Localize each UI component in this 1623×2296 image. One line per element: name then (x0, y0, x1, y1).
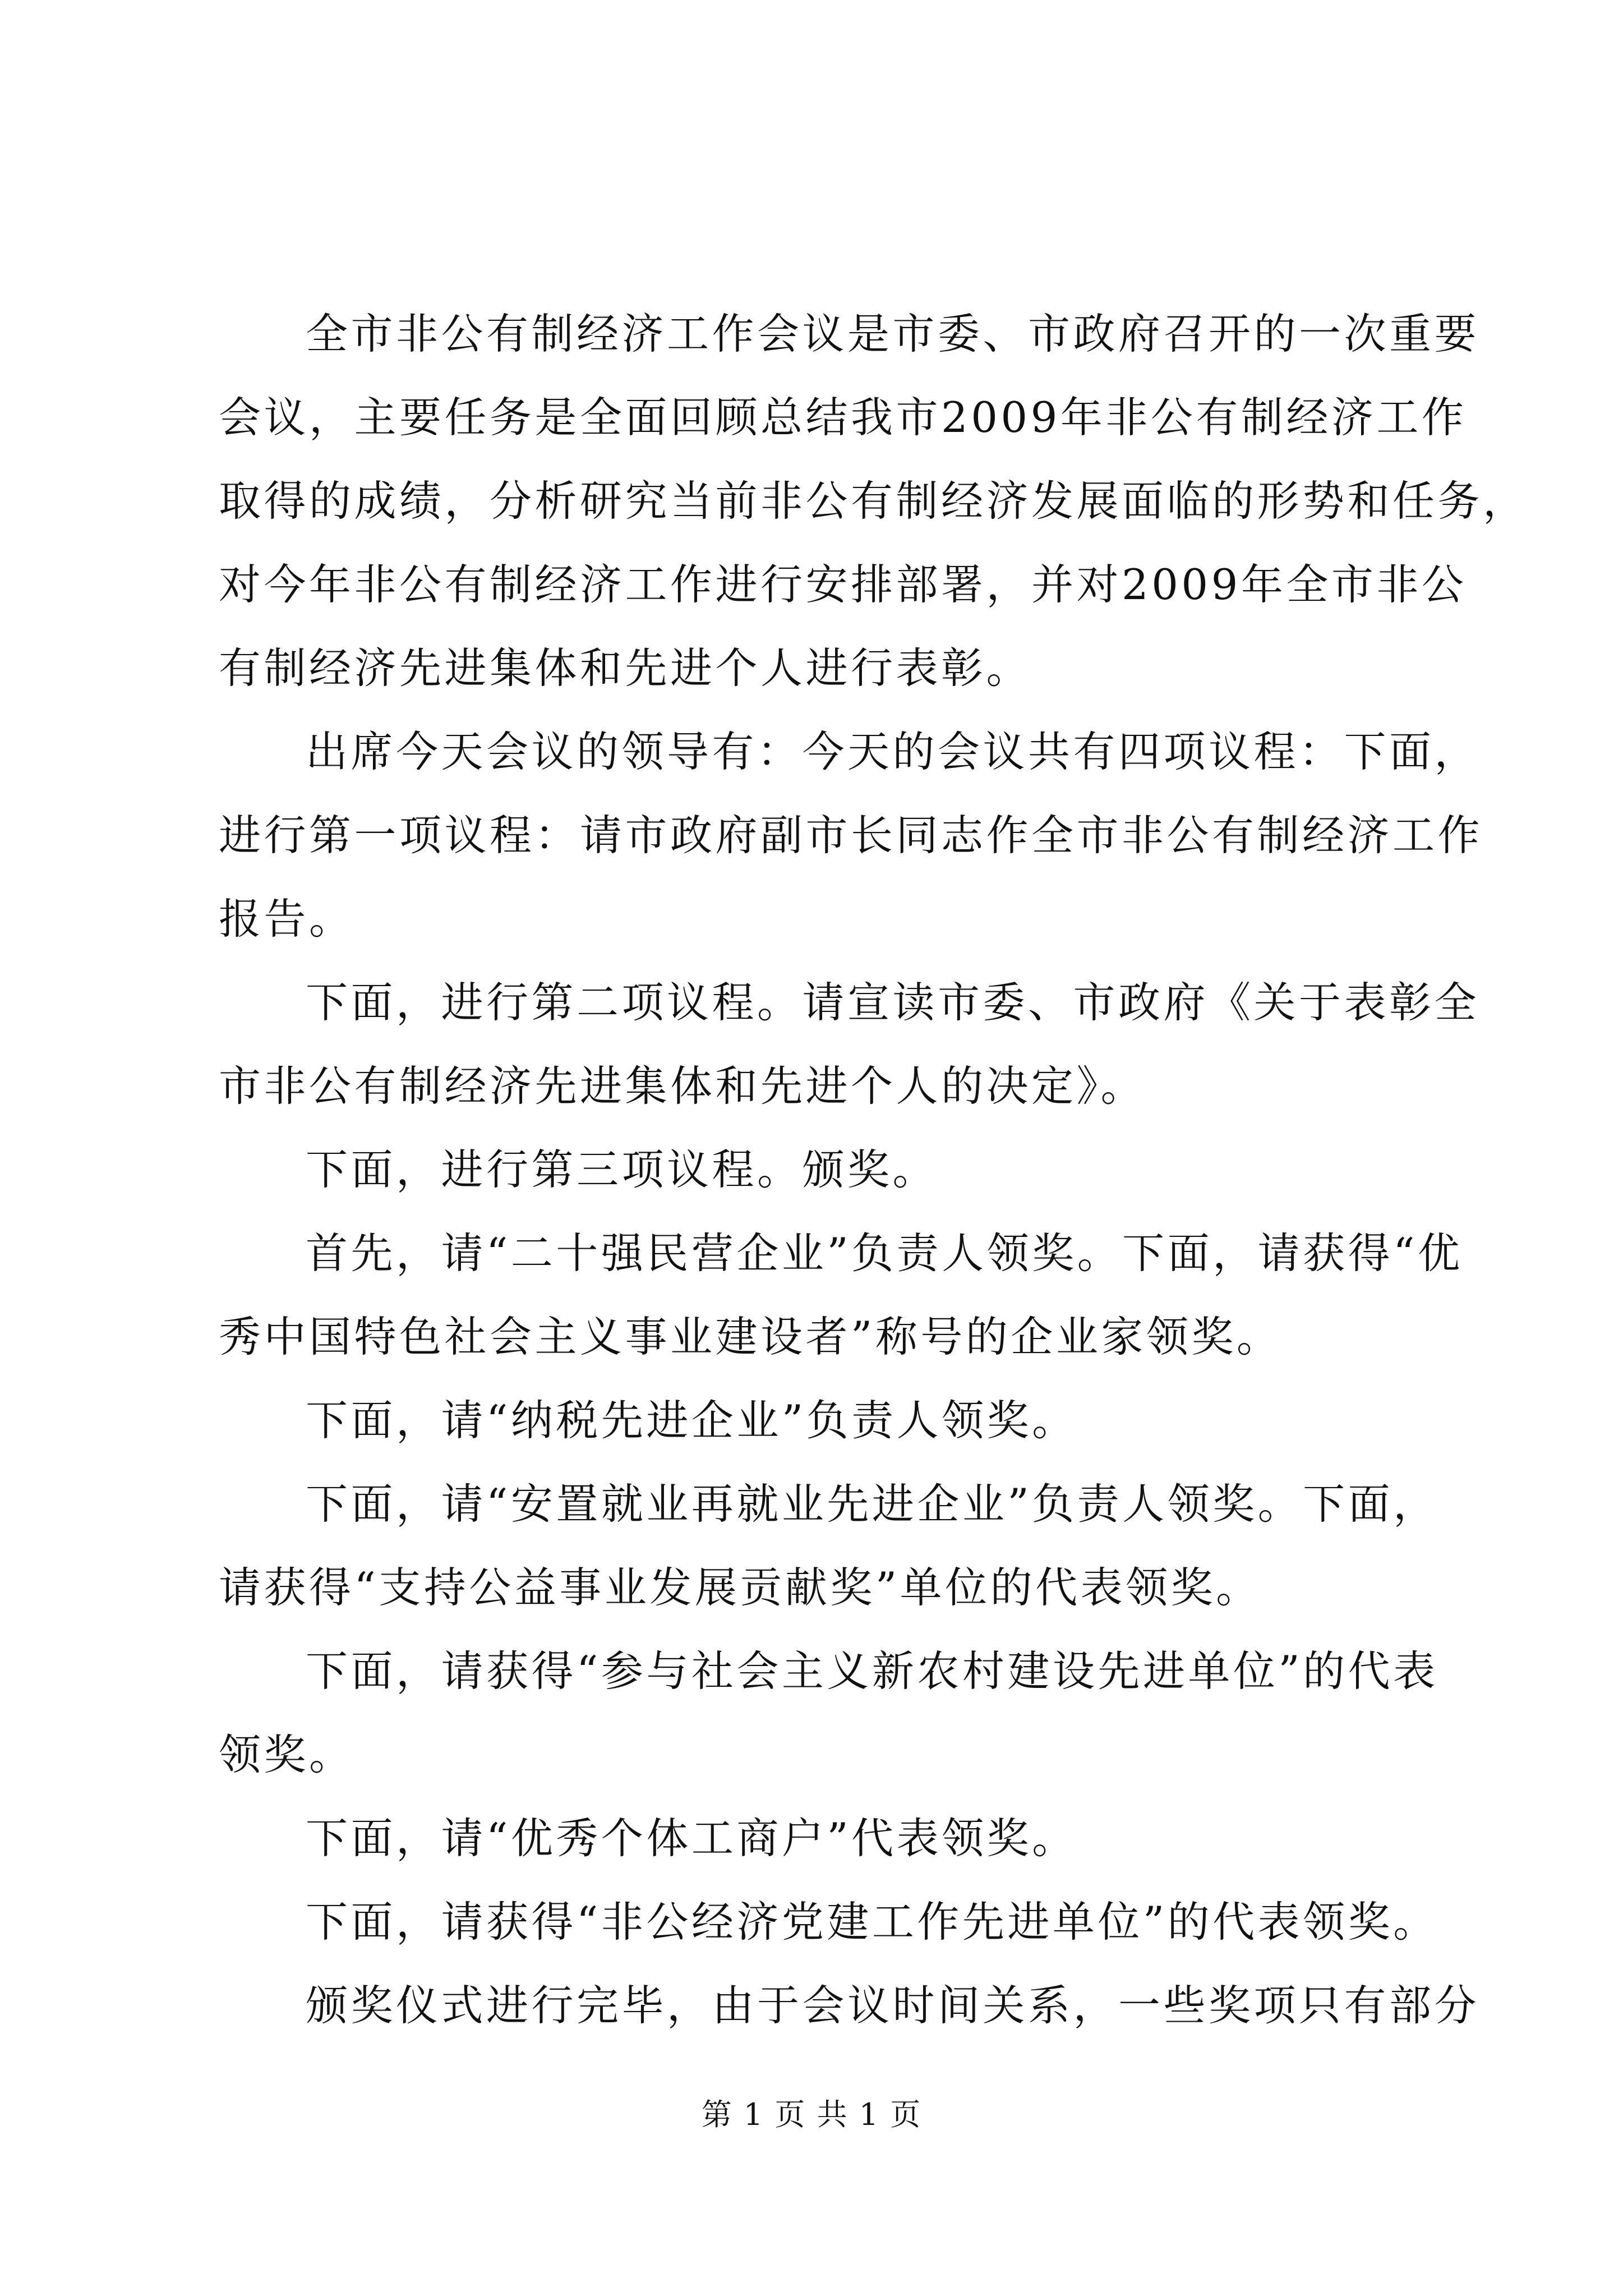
paragraph-line: 下面，请“纳税先进企业”负责人领奖。 (306, 1396, 1077, 1445)
paragraph-line: 对今年非公有制经济工作进行安排部署，并对2009年全市非公 (219, 560, 1467, 609)
paragraph-line: 下面，请获得“参与社会主义新农村建设先进单位”的代表 (306, 1646, 1438, 1696)
paragraph-line: 有制经济先进集体和先进个人进行表彰。 (219, 643, 1032, 693)
paragraph-line: 下面，请“安置就业再就业先进企业”负责人领奖。下面， (306, 1479, 1438, 1529)
paragraph-line: 下面，进行第三项议程。颁奖。 (306, 1145, 938, 1194)
paragraph-line: 市非公有制经济先进集体和先进个人的决定》。 (219, 1061, 1146, 1111)
page-footer: 第 1 页 共 1 页 (701, 2097, 922, 2132)
paragraph-line: 会议，主要任务是全面回顾总结我市2009年非公有制经济工作 (219, 393, 1467, 442)
paragraph-line: 取得的成绩，分析研究当前非公有制经济发展面临的形势和任务， (219, 476, 1528, 526)
paragraph-line: 秀中国特色社会主义事业建设者”称号的企业家领奖。 (219, 1312, 1282, 1361)
paragraph-line: 下面，进行第二项议程。请宣读市委、市政府《关于表彰全 (306, 978, 1480, 1027)
paragraph-line: 请获得“支持公益事业发展贡献奖”单位的代表领奖。 (219, 1563, 1261, 1612)
paragraph-line: 报告。 (219, 894, 354, 944)
paragraph-line: 下面，请获得“非公经济党建工作先进单位”的代表领奖。 (306, 1897, 1438, 1947)
paragraph-line: 领奖。 (219, 1730, 354, 1779)
paragraph-line: 全市非公有制经济工作会议是市委、市政府召开的一次重要 (306, 309, 1480, 358)
paragraph-line: 首先，请“二十强民营企业”负责人领奖。下面，请获得“优 (306, 1228, 1463, 1278)
paragraph-line: 下面，请“优秀个体工商户”代表领奖。 (306, 1814, 1077, 1863)
paragraph-line: 进行第一项议程：请市政府副市长同志作全市非公有制经济工作 (219, 811, 1483, 860)
paragraph-line: 颁奖仪式进行完毕，由于会议时间关系，一些奖项只有部分 (306, 1981, 1480, 2030)
paragraph-line: 出席今天会议的领导有：今天的会议共有四项议程：下面， (306, 727, 1480, 776)
